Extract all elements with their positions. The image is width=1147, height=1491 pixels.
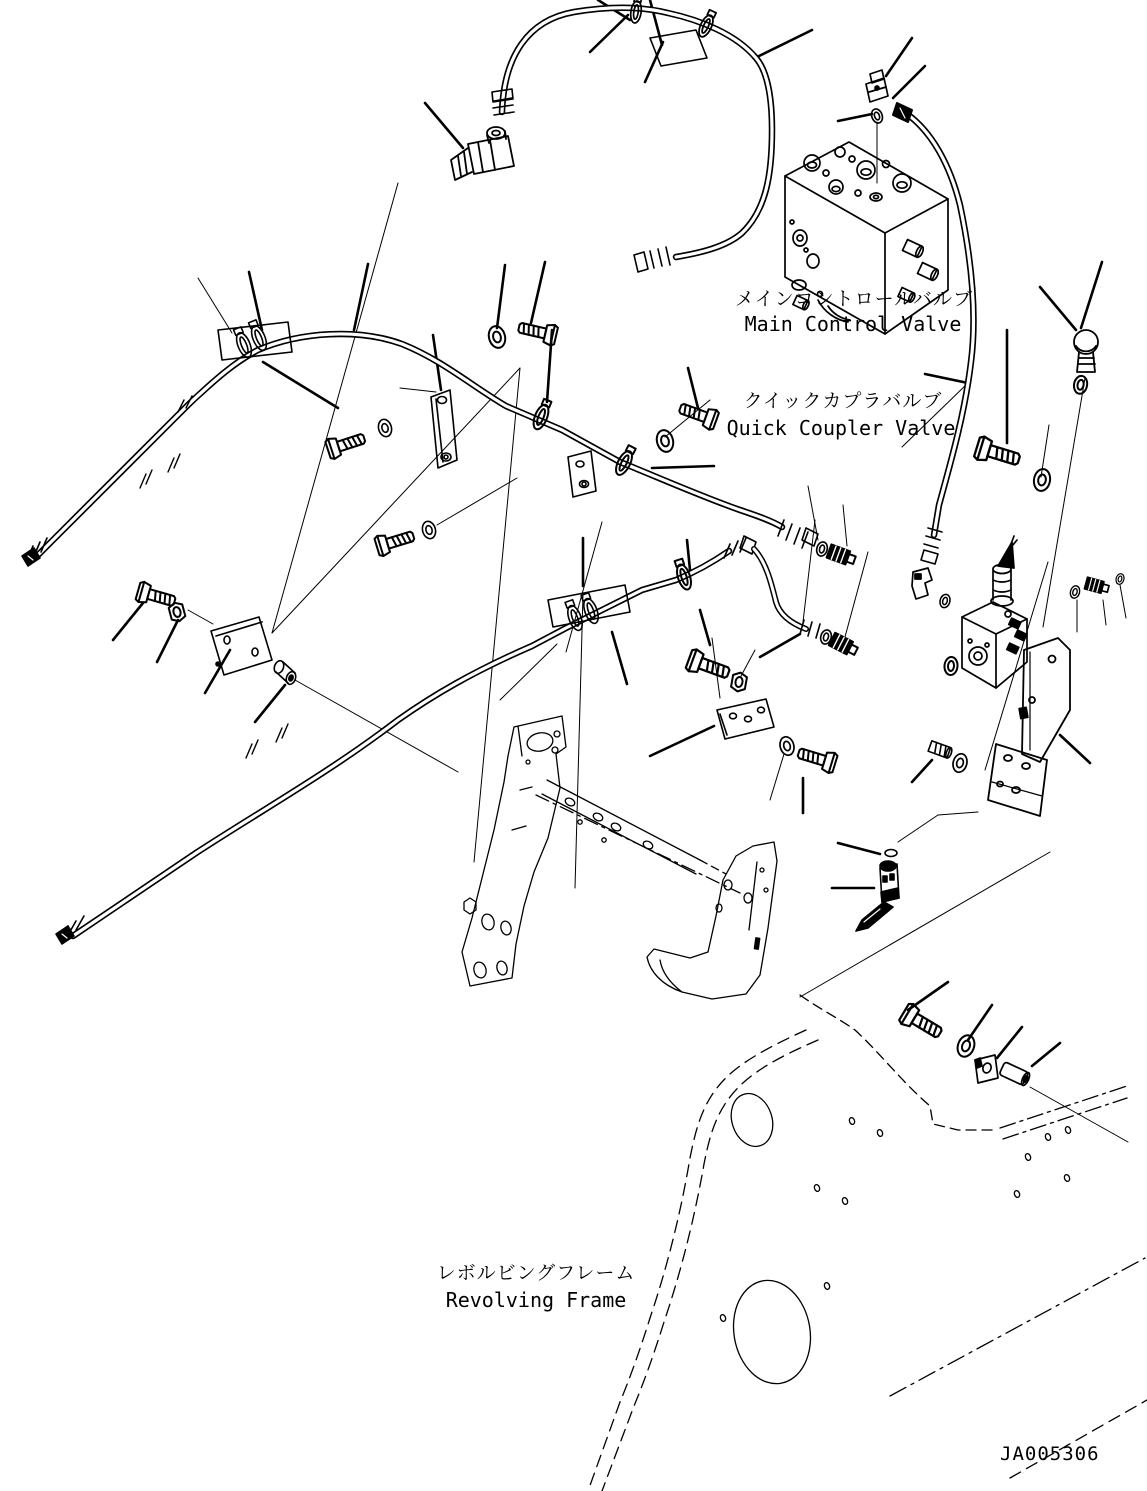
o-ring-icon — [1115, 573, 1125, 585]
o-ring-icon — [1073, 375, 1089, 395]
connector-icon — [827, 544, 857, 566]
o-ring-icon — [939, 593, 952, 609]
tee-fitting-icon — [451, 127, 514, 180]
connector-icon — [1084, 577, 1109, 594]
washer-icon — [955, 1033, 978, 1059]
button-plug — [1074, 330, 1098, 372]
bolt-icon — [325, 428, 368, 460]
hose-top — [492, 0, 772, 272]
spacer-bushing — [273, 659, 298, 685]
connector-icon — [829, 633, 859, 658]
label-revolving-frame-en: Revolving Frame — [445, 1288, 627, 1312]
frame-small-holes — [719, 1117, 1071, 1322]
drawing-number: JA005306 — [1000, 1443, 1100, 1465]
threaded-fitting — [928, 741, 953, 759]
revolving-frame-outline — [588, 995, 1147, 1491]
label-main-control-valve-jp: メインコントロールバルブ — [735, 288, 973, 310]
hose-upper-long — [22, 334, 818, 566]
solenoid — [991, 536, 1017, 606]
hose-sleeve — [246, 724, 288, 758]
nut-icon — [730, 671, 747, 692]
washer-icon — [654, 428, 675, 453]
nut-icon — [168, 601, 186, 623]
spacer-icon — [999, 1062, 1031, 1087]
washer-icon — [778, 735, 796, 757]
bolt-icon — [685, 648, 732, 684]
bolt-icon — [374, 526, 416, 557]
label-revolving-frame-jp: レボルビングフレーム — [436, 1262, 636, 1284]
hose-end-fitting — [634, 247, 670, 272]
bolt-icon — [796, 743, 838, 774]
bolt-icon — [973, 435, 1022, 471]
o-ring-icon — [944, 656, 959, 675]
washer-icon — [377, 418, 394, 438]
elbow-fitting-icon — [912, 568, 932, 599]
label-quick-coupler-valve-jp: クイックカプラバルブ — [743, 390, 943, 412]
washer-icon — [421, 520, 438, 540]
plug-fitting — [866, 70, 888, 102]
hose-clamp-icon — [629, 0, 643, 24]
clamp-group-2 — [548, 585, 630, 632]
label-quick-coupler-valve-en: Quick Coupler Valve — [726, 416, 956, 440]
o-ring-icon — [1069, 585, 1081, 600]
bracket-plate-3hole — [717, 699, 774, 739]
bracket-plate-long — [431, 390, 457, 468]
bolt-icon — [898, 1002, 946, 1043]
washer-icon — [951, 752, 969, 774]
qcv-lower-plate — [988, 744, 1047, 816]
clamp-piece — [975, 1055, 998, 1083]
drain-cock — [856, 850, 899, 932]
leader-lines — [113, 0, 1102, 1066]
frame-brackets — [462, 716, 777, 999]
label-main-control-valve-en: Main Control Valve — [744, 312, 962, 336]
labels — [437, 288, 1100, 1465]
bracket-plate-small — [568, 451, 596, 497]
phantom-lines — [188, 183, 1128, 1142]
bolt-icon — [677, 398, 720, 431]
